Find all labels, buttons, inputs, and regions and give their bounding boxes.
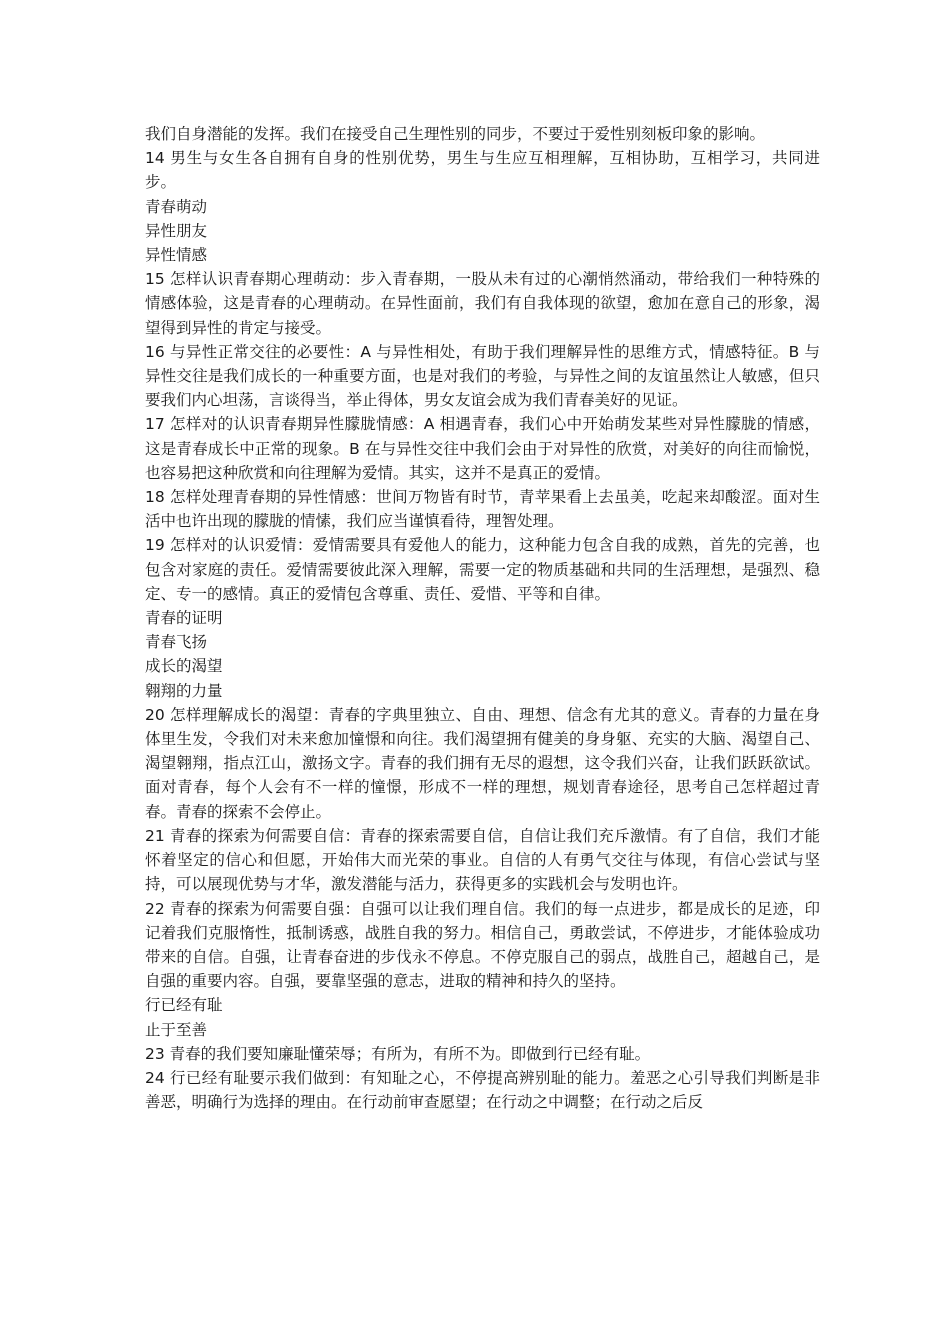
section-heading: 异性情感	[145, 246, 208, 265]
paragraph: 21 青春的探索为何需要自信：青春的探索需要自信，自信让我们充斥激情。有了自信，我们才能怀着坚定的信心和但愿，开始伟大而光荣的事业。自信的人有勇气交往与体现，有信心尝试与坚持，可以展现优势与才华，激发潜能与活力，获得更多的实践机会与发明也许。	[145, 826, 820, 894]
paragraph: 18 怎样处理青春期的异性情感：世间万物皆有时节，青苹果看上去虽美，吃起来却酸涩。面对生活中也许出现的朦胧的情愫，我们应当谨慎看待，理智处理。	[145, 488, 820, 531]
paragraph: 24 行已经有耻要示我们做到：有知耻之心，不停提高辨别耻的能力。羞恶之心引导我们判断是非善恶，明确行为选择的理由。在行动前审查愿望；在行动之中调整；在行动之后反	[145, 1068, 820, 1112]
paragraph: 17 怎样对的认识青春期异性朦胧情感：A 相遇青春，我们心中开始萌发某些对异性朦胧的情感，这是青春成长中正常的现象。B 在与异性交往中我们会由于对异性的欣赏，对美好的向往而愉悦，也容易把这种欣赏和向往理解为爱情。其实，这并不是真正的爱情。	[145, 415, 820, 482]
paragraph: 19 怎样对的认识爱情：爱情需要具有爱他人的能力，这种能力包含自我的成熟，首先的完善，也包含对家庭的责任。爱情需要彼此深入理解，需要一定的物质基础和共同的生活理想，是强烈、稳定、专一的感情。真正的爱情包含尊重、责任、爱惜、平等和自律。	[145, 536, 820, 603]
section-heading: 青春的证明	[145, 609, 223, 628]
section-heading: 青春飞扬	[145, 633, 208, 652]
paragraph: 22 青春的探索为何需要自强：自强可以让我们理自信。我们的每一点进步，都是成长的足迹，印记着我们克服惰性，抵制诱惑，战胜自我的努力。相信自己，勇敢尝试，不停进步，才能体验成功带来的自信。自强，让青春奋进的步伐永不停息。不停克服自己的弱点，战胜自己，超越自己，是自强的重要内容。自强，要靠坚强的意志，进取的精神和持久的坚持。	[145, 899, 820, 991]
section-heading: 异性朋友	[145, 221, 208, 240]
section-heading: 青春萌动	[145, 197, 208, 216]
paragraph: 23 青春的我们要知廉耻懂荣辱；有所为，有所不为。即做到行已经有耻。	[145, 1044, 651, 1063]
paragraph: 15 怎样认识青春期心理萌动：步入青春期，一股从未有过的心潮悄然涌动，带给我们一种特殊的情感体验，这是青春的心理萌动。在异性面前，我们有自我体现的欲望，愈加在意自己的形象，渴望得到异性的肯定与接受。	[145, 270, 820, 337]
section-heading: 止于至善	[145, 1020, 208, 1039]
paragraph: 14 男生与女生各自拥有自身的性别优势，男生与生应互相理解，互相协助，互相学习，共同进步。	[145, 149, 820, 192]
paragraph: 20 怎样理解成长的渴望：青春的字典里独立、自由、理想、信念有尤其的意义。青春的力量在身体里生发，令我们对未来愈加憧憬和向往。我们渴望拥有健美的身身躯、充实的大脑、渴望自己、渴望翱翔，指点江山，激扬文字。青春的我们拥有无尽的遐想，这令我们兴奋，让我们跃跃欲试。面对青春，每个人会有不一样的憧憬，形成不一样的理想，规划青春途径，思考自己怎样超过青春。青春的探索不会停止。	[145, 705, 820, 821]
section-heading: 成长的渴望	[145, 657, 223, 676]
section-heading: 翱翔的力量	[145, 681, 223, 700]
paragraph: 我们自身潜能的发挥。我们在接受自己生理性别的同步，不要过于爱性别刻板印象的影响。	[145, 125, 766, 143]
document-body	[145, 122, 820, 1114]
paragraph: 16 与异性正常交往的必要性：A 与异性相处，有助于我们理解异性的思维方式，情感特征。B 与异性交往是我们成长的一种重要方面，也是对我们的考验，与异性之间的友谊虽然让人敏感，但只要我们内心坦荡，言谈得当，举止得体，男女友谊会成为我们青春美好的见证。	[145, 342, 820, 410]
section-heading: 行已经有耻	[145, 996, 223, 1015]
